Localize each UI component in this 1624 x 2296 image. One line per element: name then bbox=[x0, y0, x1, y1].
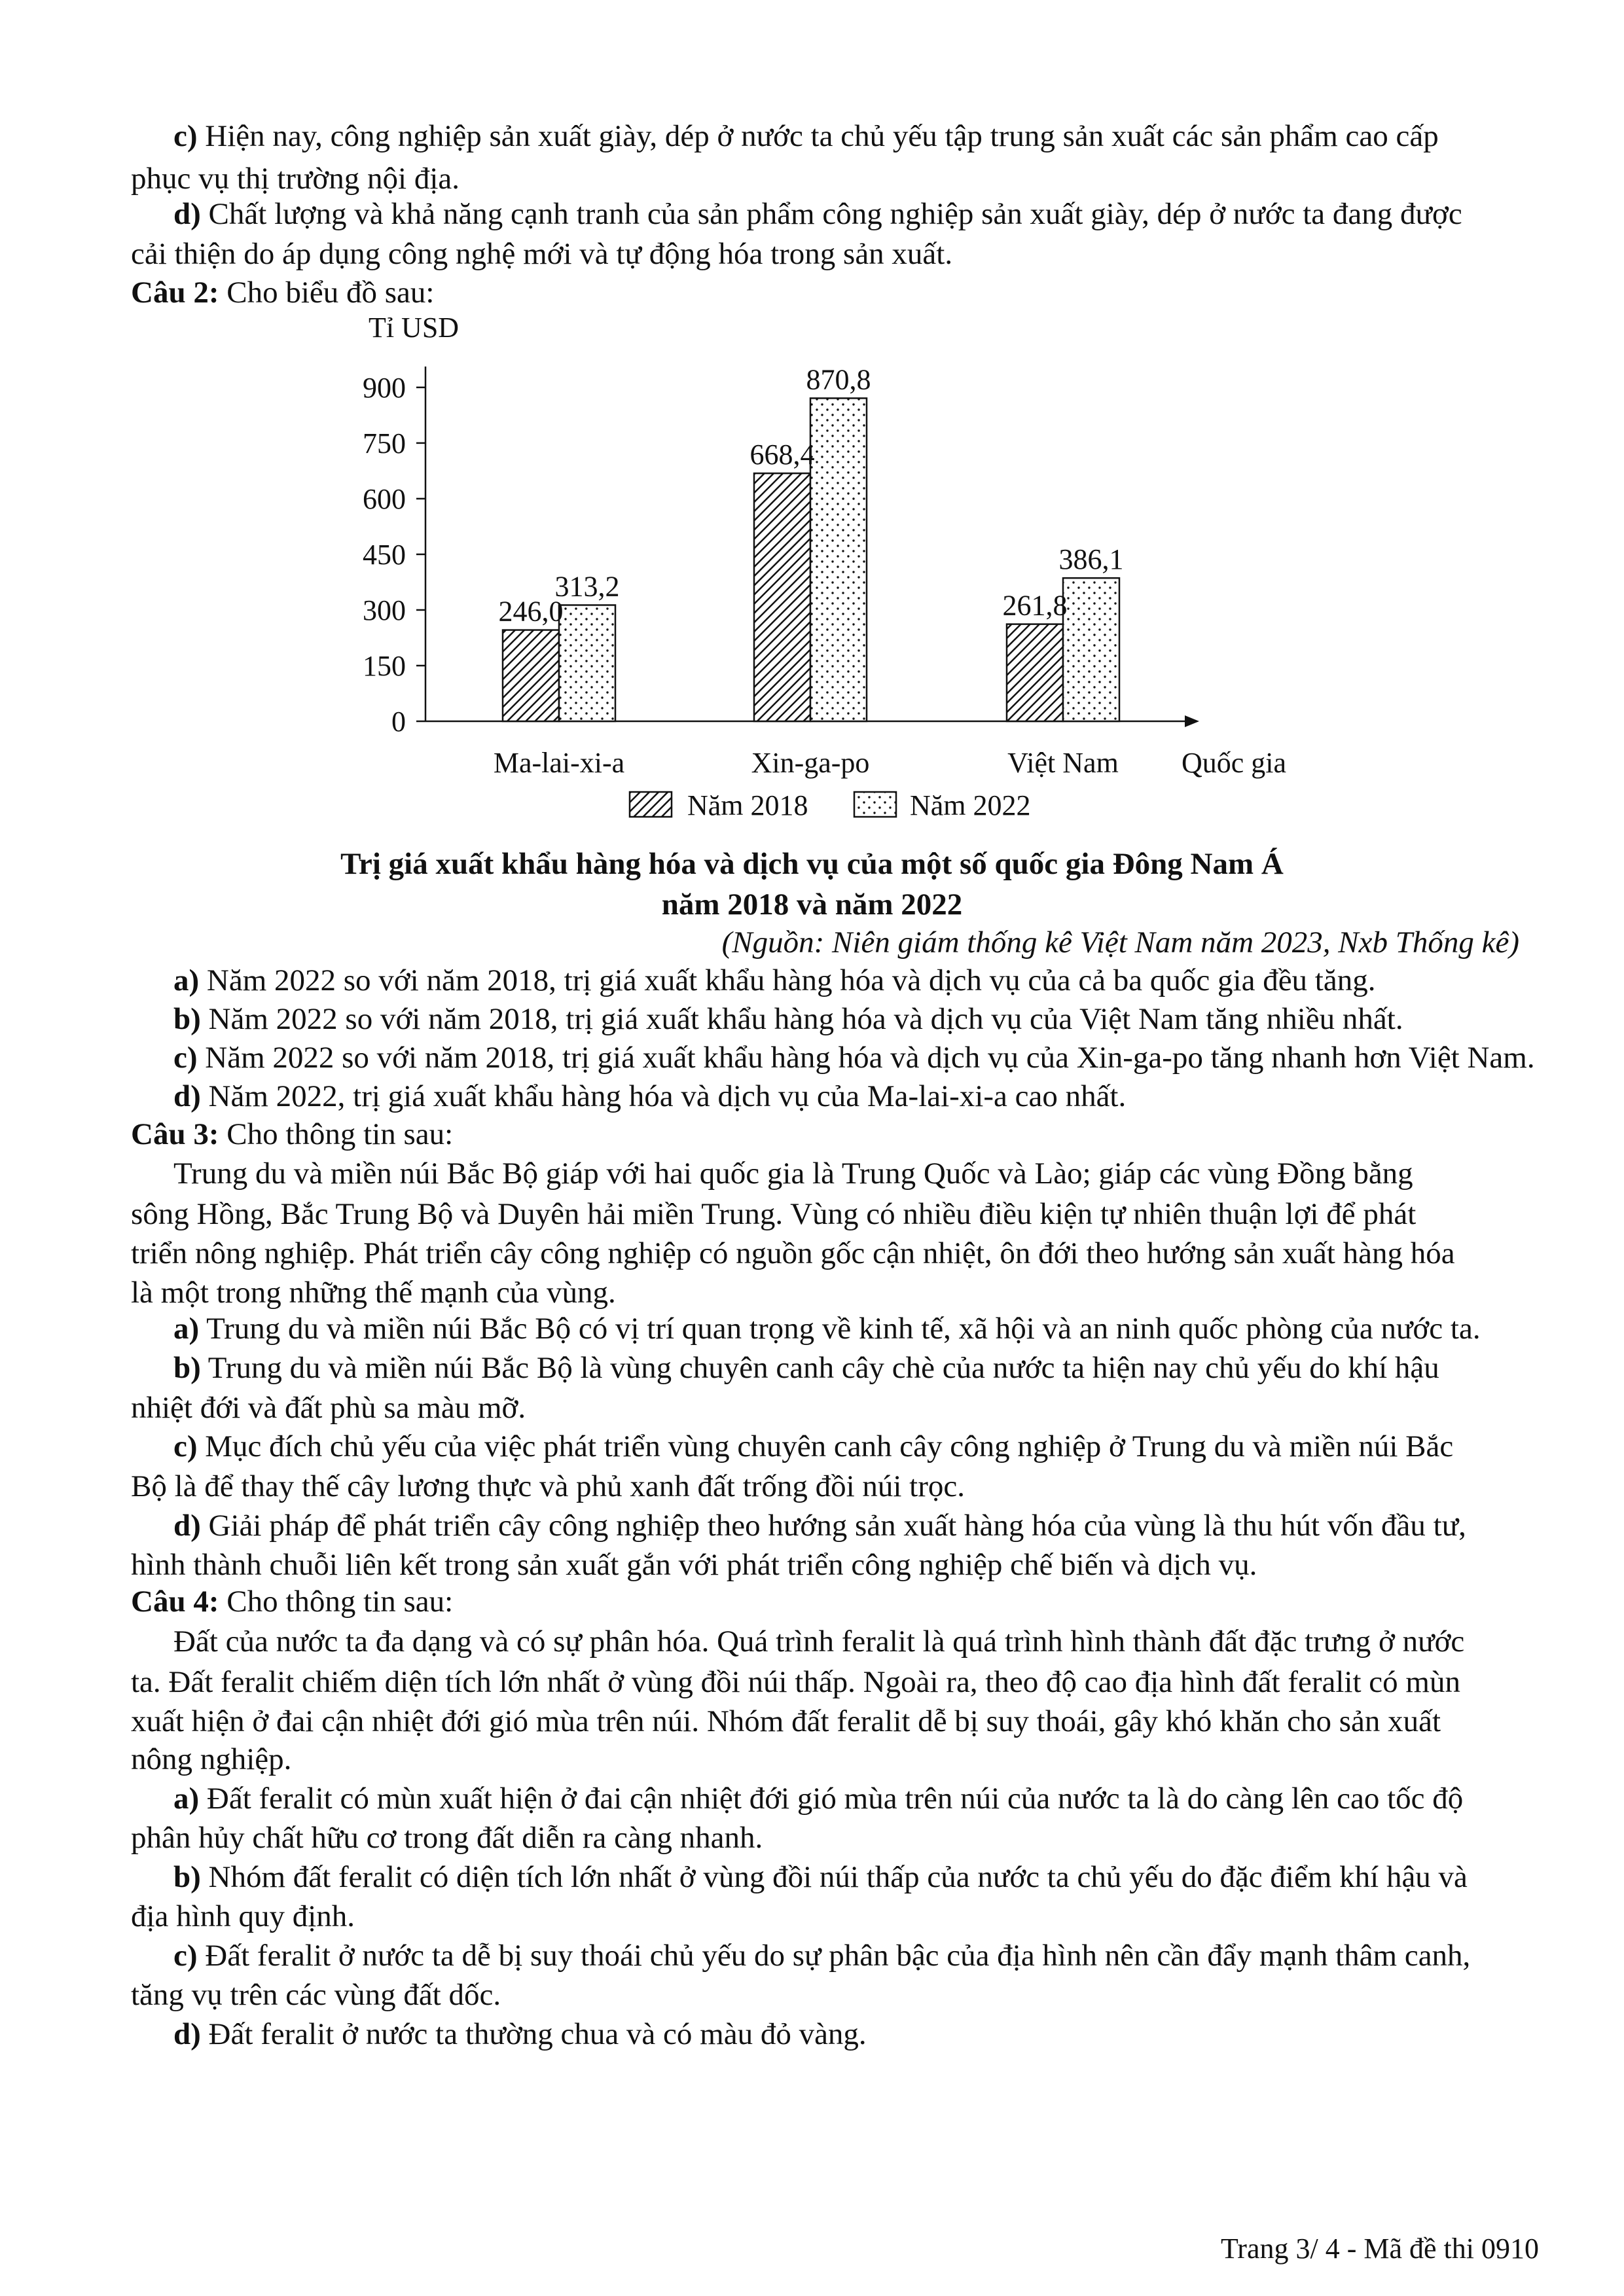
option-label: d) bbox=[173, 1079, 201, 1113]
chart-source: (Nguồn: Niên giám thống kê Việt Nam năm 2023, Nxb Thống kê) bbox=[721, 925, 1519, 960]
option-label: d) bbox=[173, 2017, 201, 2051]
x-tick-label: Việt Nam bbox=[1007, 747, 1119, 779]
question-label: Câu 4: bbox=[131, 1585, 219, 1619]
option-label: a) bbox=[173, 1782, 200, 1816]
bar-value-label: 386,1 bbox=[1058, 543, 1124, 576]
q1-option-c-line1 bbox=[173, 117, 1439, 156]
legend-swatch bbox=[854, 792, 896, 817]
option-text: Đất feralit có mùn xuất hiện ở đai cận nhiệt đới gió mùa trên núi của nước ta là do càng lên cao tốc độ bbox=[206, 1782, 1464, 1816]
q4-option-a-line2: phân hủy chất hữu cơ trong đất diễn ra càng nhanh. bbox=[131, 1821, 763, 1855]
q2-option-a bbox=[173, 961, 1375, 1000]
legend-label: Năm 2022 bbox=[910, 789, 1031, 821]
option-text: Đất feralit ở nước ta thường chua và có màu đỏ vàng. bbox=[208, 2017, 867, 2051]
option-text: Năm 2022 so với năm 2018, trị giá xuất khẩu hàng hóa và dịch vụ của cả ba quốc gia đều tăng. bbox=[206, 963, 1376, 997]
bar bbox=[754, 473, 810, 721]
option-label: c) bbox=[173, 1939, 198, 1973]
q3-option-d-line1 bbox=[173, 1506, 1466, 1545]
bar-value-label: 668,4 bbox=[749, 439, 815, 471]
q4-option-a-line1 bbox=[173, 1779, 1463, 1818]
option-text: Hiện nay, công nghiệp sản xuất giày, dép ở nước ta chủ yếu tập trung sản xuất các sản phẩm cao cấp bbox=[205, 119, 1439, 153]
legend-swatch bbox=[630, 792, 672, 817]
bar-value-label: 870,8 bbox=[806, 363, 871, 396]
bar bbox=[559, 605, 615, 721]
bar bbox=[1007, 624, 1063, 721]
option-label: a) bbox=[173, 963, 200, 997]
q3-heading bbox=[131, 1115, 453, 1154]
q4-passage-line3: xuất hiện ở đai cận nhiệt đới gió mùa trên núi. Nhóm đất feralit dễ bị suy thoái, gây khó khăn cho sản xuất bbox=[131, 1704, 1441, 1738]
q3-option-a bbox=[173, 1309, 1481, 1348]
option-text: Trung du và miền núi Bắc Bộ là vùng chuyên canh cây chè của nước ta hiện nay chủ yếu do khí hậu bbox=[208, 1351, 1439, 1385]
option-text: Trung du và miền núi Bắc Bộ có vị trí quan trọng về kinh tế, xã hội và an ninh quốc phòng của nước ta. bbox=[206, 1312, 1481, 1346]
q4-option-b-line2: địa hình quy định. bbox=[131, 1899, 355, 1933]
x-tick-label: Xin-ga-po bbox=[751, 747, 870, 779]
option-label: b) bbox=[173, 1860, 201, 1894]
y-tick-label: 0 bbox=[391, 706, 406, 738]
option-label: d) bbox=[173, 197, 201, 231]
q3-passage-line3: triển nông nghiệp. Phát triển cây công nghiệp có nguồn gốc cận nhiệt, ôn đới theo hướng sản xuất hàng hóa bbox=[131, 1236, 1455, 1270]
option-label: b) bbox=[173, 1002, 201, 1036]
x-tick-label: Ma-lai-xi-a bbox=[493, 747, 625, 779]
option-label: c) bbox=[173, 119, 198, 153]
chart-caption-line1: Trị giá xuất khẩu hàng hóa và dịch vụ của một số quốc gia Đông Nam Á bbox=[340, 847, 1284, 881]
option-text: Năm 2022 so với năm 2018, trị giá xuất khẩu hàng hóa và dịch vụ của Xin-ga-po tăng nhanh hơn Việt Nam. bbox=[205, 1041, 1535, 1075]
option-text: Giải pháp để phát triển cây công nghiệp theo hướng sản xuất hàng hóa của vùng là thu hút vốn đầu tư, bbox=[208, 1509, 1466, 1543]
bar bbox=[503, 630, 559, 721]
question-intro: Cho thông tin sau: bbox=[226, 1585, 454, 1619]
q3-option-c-line2: Bộ là để thay thế cây lương thực và phủ xanh đất trống đồi núi trọc. bbox=[131, 1469, 965, 1503]
bar-value-label: 261,8 bbox=[1002, 589, 1068, 622]
bar-value-label: 246,0 bbox=[498, 595, 564, 628]
q3-option-c-line1 bbox=[173, 1427, 1453, 1466]
question-label: Câu 2: bbox=[131, 276, 219, 310]
q3-option-d-line2: hình thành chuỗi liên kết trong sản xuất gắn với phát triển công nghiệp chế biến và dịch vụ. bbox=[131, 1548, 1257, 1582]
page-footer: Trang 3/ 4 - Mã đề thi 0910 bbox=[1220, 2233, 1539, 2265]
q1-option-d-line1 bbox=[173, 194, 1462, 234]
option-label: d) bbox=[173, 1509, 201, 1543]
y-tick-label: 750 bbox=[363, 427, 406, 459]
q4-passage-line4: nông nghiệp. bbox=[131, 1742, 292, 1776]
y-axis-label: Tỉ USD bbox=[368, 312, 460, 344]
q2-option-c bbox=[173, 1038, 1535, 1077]
option-text: Mục đích chủ yếu của việc phát triển vùng chuyên canh cây công nghiệp ở Trung du và miền núi Bắc bbox=[205, 1429, 1454, 1463]
option-text: Năm 2022 so với năm 2018, trị giá xuất khẩu hàng hóa và dịch vụ của Việt Nam tăng nhiều nhất. bbox=[208, 1002, 1403, 1036]
option-label: c) bbox=[173, 1041, 198, 1075]
bar bbox=[1063, 578, 1119, 721]
q4-heading bbox=[131, 1582, 453, 1621]
q4-option-d bbox=[173, 2015, 867, 2054]
option-text: Chất lượng và khả năng cạnh tranh của sản phẩm công nghiệp sản xuất giày, dép ở nước ta đang được bbox=[208, 197, 1462, 231]
q3-passage-line1: Trung du và miền núi Bắc Bộ giáp với hai quốc gia là Trung Quốc và Lào; giáp các vùng Đồng bằng bbox=[173, 1157, 1413, 1191]
option-label: c) bbox=[173, 1429, 198, 1463]
q3-option-b-line1 bbox=[173, 1348, 1439, 1388]
option-label: b) bbox=[173, 1351, 201, 1385]
q1-option-d-line2: cải thiện do áp dụng công nghệ mới và tự động hóa trong sản xuất. bbox=[131, 237, 953, 271]
q3-passage-line4: là một trong những thế mạnh của vùng. bbox=[131, 1276, 616, 1310]
x-axis-label: Quốc gia bbox=[1182, 747, 1287, 779]
q1-option-c-line2: phục vụ thị trường nội địa. bbox=[131, 162, 460, 196]
y-tick-label: 450 bbox=[363, 538, 406, 571]
q2-heading bbox=[131, 273, 434, 312]
option-text: Năm 2022, trị giá xuất khẩu hàng hóa và dịch vụ của Ma-lai-xi-a cao nhất. bbox=[208, 1079, 1127, 1113]
q4-option-c-line2: tăng vụ trên các vùng đất dốc. bbox=[131, 1978, 501, 2012]
bar bbox=[810, 398, 867, 721]
q2-option-d bbox=[173, 1077, 1126, 1116]
bar-value-label: 313,2 bbox=[554, 570, 620, 603]
export-bar-chart bbox=[327, 308, 1309, 844]
question-intro: Cho biểu đồ sau: bbox=[226, 276, 435, 310]
option-label: a) bbox=[173, 1312, 200, 1346]
q3-passage-line2: sông Hồng, Bắc Trung Bộ và Duyên hải miền Trung. Vùng có nhiều điều kiện tự nhiên thuận lợi để phát bbox=[131, 1197, 1416, 1231]
q4-option-c-line1 bbox=[173, 1936, 1470, 1975]
option-text: Đất feralit ở nước ta dễ bị suy thoái chủ yếu do sự phân bậc của địa hình nên cần đẩy mạnh thâm canh, bbox=[205, 1939, 1471, 1973]
legend-label: Năm 2018 bbox=[687, 789, 808, 821]
q4-passage-line2: ta. Đất feralit chiếm diện tích lớn nhất ở vùng đồi núi thấp. Ngoài ra, theo độ cao địa hình đất feralit có mùn bbox=[131, 1665, 1460, 1699]
q3-option-b-line2: nhiệt đới và đất phù sa màu mỡ. bbox=[131, 1391, 526, 1425]
y-tick-label: 150 bbox=[363, 649, 406, 682]
x-axis-arrow bbox=[1185, 715, 1199, 727]
q2-option-b bbox=[173, 999, 1403, 1039]
question-intro: Cho thông tin sau: bbox=[226, 1117, 454, 1151]
y-tick-label: 600 bbox=[363, 482, 406, 515]
chart-caption-line2: năm 2018 và năm 2022 bbox=[661, 888, 963, 922]
q4-option-b-line1 bbox=[173, 1857, 1468, 1897]
y-tick-label: 300 bbox=[363, 594, 406, 626]
option-text: Nhóm đất feralit có diện tích lớn nhất ở vùng đồi núi thấp của nước ta chủ yếu do đặc điểm khí hậu và bbox=[208, 1860, 1468, 1894]
y-tick-label: 900 bbox=[363, 371, 406, 404]
q4-passage-line1: Đất của nước ta đa dạng và có sự phân hóa. Quá trình feralit là quá trình hình thành đất đặc trưng ở nước bbox=[173, 1624, 1465, 1659]
question-label: Câu 3: bbox=[131, 1117, 219, 1151]
